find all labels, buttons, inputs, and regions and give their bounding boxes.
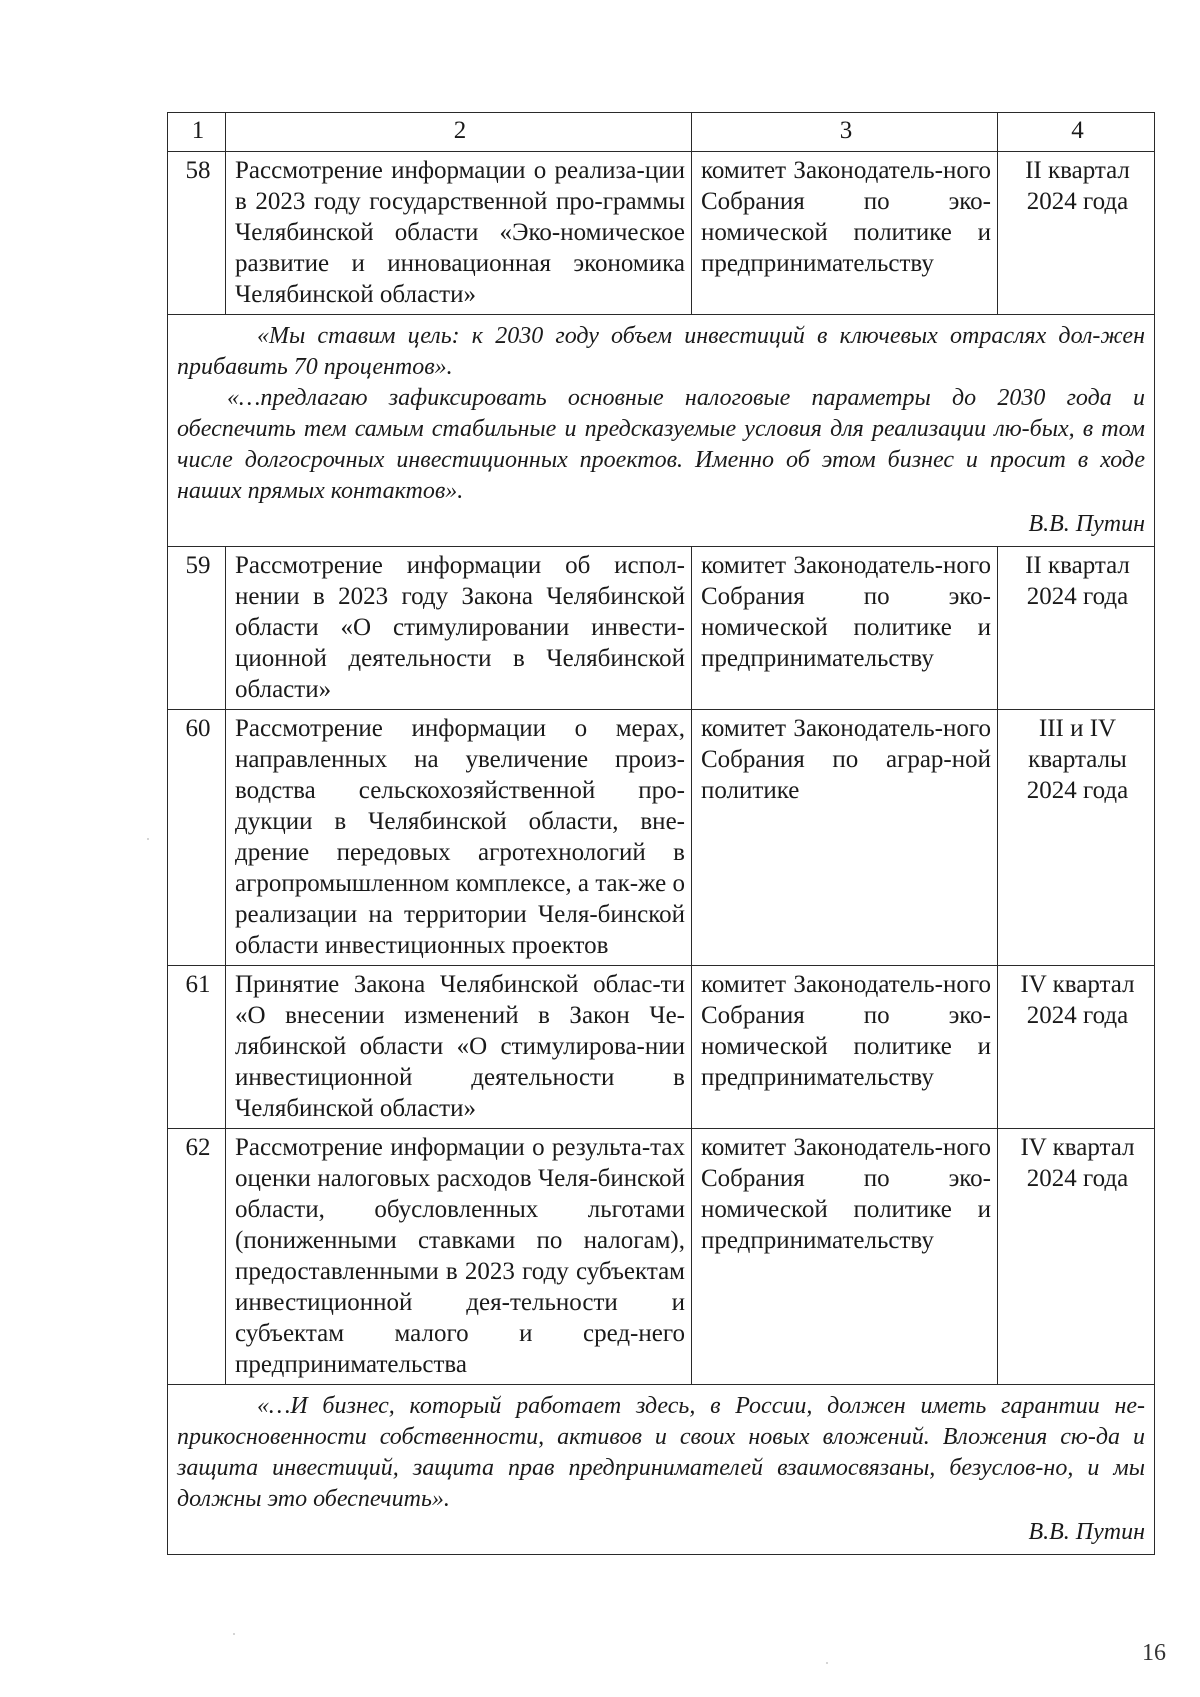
row-deadline: IV квартал 2024 года bbox=[998, 1129, 1155, 1385]
row-responsible: комитет Законодатель-ного Собрания по эко-номической политике и предпринимательству bbox=[692, 152, 998, 315]
row-deadline: II квартал 2024 года bbox=[998, 547, 1155, 710]
quote-paragraph: «…И бизнес, который работает здесь, в России, должен иметь гарантии не-прикосновенности собственности, активов и своих новых вложений. Вложения сю-да и защита инвестиций, защита прав предпринимателей взаимосвязаны, безуслов-но, и мы должны это обеспечить». bbox=[177, 1393, 1145, 1512]
row-deadline: II квартал 2024 года bbox=[998, 152, 1155, 315]
row-deadline: IV квартал 2024 года bbox=[998, 966, 1155, 1129]
page-number: 16 bbox=[1142, 1640, 1166, 1666]
quote-block bbox=[168, 315, 1155, 547]
row-description: Рассмотрение информации о мерах, направленных на увеличение произ-водства сельскохозяйственной про-дукции в Челябинской области, вне-дрение передовых агротехнологий в агропромышленном комплексе, а так-же о реализации на территории Челя-бинской области инвестиционных проектов bbox=[226, 710, 692, 966]
header-row bbox=[168, 113, 1155, 152]
table-row bbox=[168, 547, 1155, 710]
header-cell-3: 3 bbox=[692, 113, 998, 152]
row-number: 58 bbox=[168, 152, 226, 315]
quote-paragraph: «Мы ставим цель: к 2030 году объем инвестиций в ключевых отраслях дол-жен прибавить 70 процентов». bbox=[177, 323, 1145, 380]
header-cell-4: 4 bbox=[998, 113, 1155, 152]
header-cell-2: 2 bbox=[226, 113, 692, 152]
row-number: 59 bbox=[168, 547, 226, 710]
quote-author: В.В. Путин bbox=[1028, 1519, 1145, 1545]
table-row bbox=[168, 966, 1155, 1129]
row-description: Рассмотрение информации о реализа-ции в 2023 году государственной про-граммы Челябинской области «Эко-номическое развитие и инновационная экономика Челябинской области» bbox=[226, 152, 692, 315]
scan-speck bbox=[147, 838, 149, 840]
row-deadline: III и IV кварталы 2024 года bbox=[998, 710, 1155, 966]
scan-speck bbox=[826, 1662, 828, 1664]
row-description: Рассмотрение информации о результа-тах оценки налоговых расходов Челя-бинской области, обусловленных льготами (пониженными ставками по налогам), предоставленными в 2023 году субъектам инвестиционной дея-тельности и субъектам малого и сред-него предпринимательства bbox=[226, 1129, 692, 1385]
row-responsible: комитет Законодатель-ного Собрания по эко-номической политике и предпринимательству bbox=[692, 547, 998, 710]
table-row bbox=[168, 1129, 1155, 1385]
row-responsible: комитет Законодатель-ного Собрания по эко-номической политике и предпринимательству bbox=[692, 1129, 998, 1385]
table-row bbox=[168, 710, 1155, 966]
row-number: 60 bbox=[168, 710, 226, 966]
scan-speck bbox=[233, 1633, 235, 1635]
row-responsible: комитет Законодатель-ного Собрания по эко-номической политике и предпринимательству bbox=[692, 966, 998, 1129]
quote-paragraph: «…предлагаю зафиксировать основные налоговые параметры до 2030 года и обеспечить тем самым стабильные и предсказуемые условия для реализации лю-бых, в том числе долгосрочных инвестиционных проектов. Именно об этом бизнес и просит в ходе наших прямых контактов». bbox=[177, 385, 1145, 504]
row-number: 61 bbox=[168, 966, 226, 1129]
row-description: Принятие Закона Челябинской облас-ти «О внесении изменений в Закон Че-лябинской области «О стимулирова-нии инвестиционной деятельности в Челябинской области» bbox=[226, 966, 692, 1129]
quote-author: В.В. Путин bbox=[1028, 511, 1145, 537]
header-cell-1: 1 bbox=[168, 113, 226, 152]
quote-block bbox=[168, 1385, 1155, 1555]
table-row bbox=[168, 152, 1155, 315]
row-description: Рассмотрение информации об испол-нении в 2023 году Закона Челябинской области «О стимулировании инвести-ционной деятельности в Челябинской области» bbox=[226, 547, 692, 710]
row-responsible: комитет Законодатель-ного Собрания по аграр-ной политике bbox=[692, 710, 998, 966]
quote-row bbox=[168, 1385, 1155, 1555]
plan-table bbox=[167, 112, 1155, 1555]
row-number: 62 bbox=[168, 1129, 226, 1385]
quote-row bbox=[168, 315, 1155, 547]
